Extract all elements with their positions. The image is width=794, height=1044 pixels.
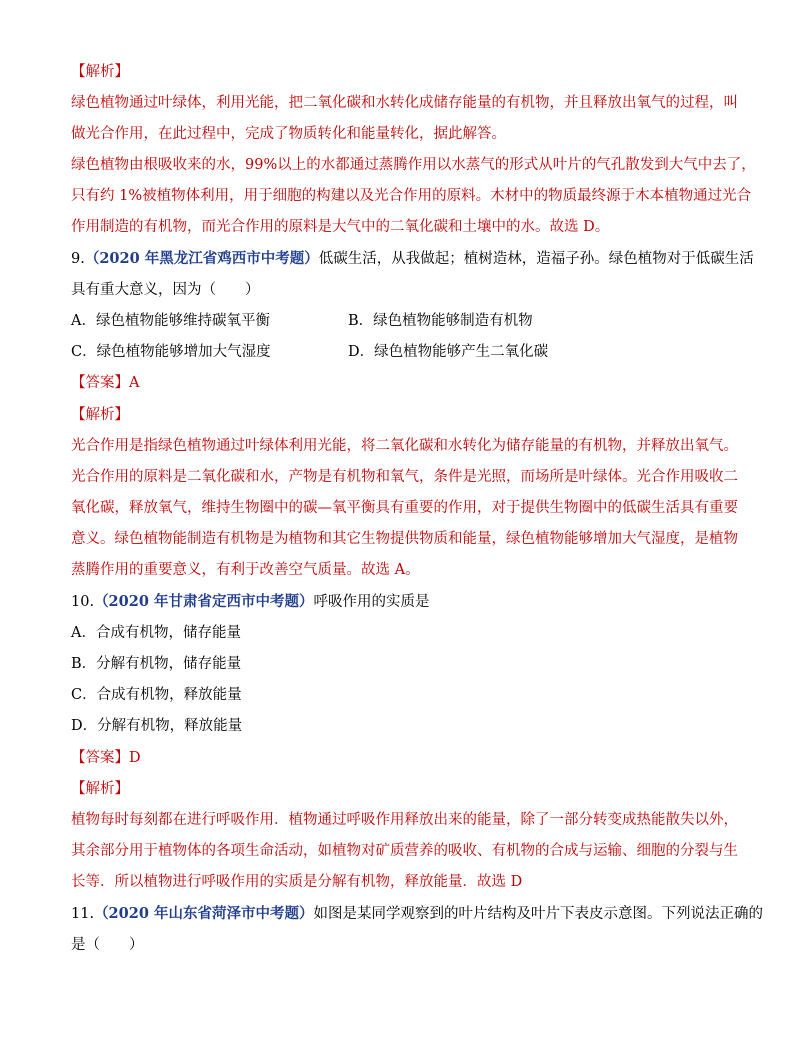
analysis-line: 氧化碳，释放氧气，维持生物圈中的碳—氧平衡具有重要的作用，对于提供生物圈中的低碳生活具有重要 — [71, 500, 738, 516]
option-a: A．合成有机物，储存能量 — [71, 625, 241, 641]
option-c: C．合成有机物，释放能量 — [71, 687, 242, 703]
question-9-stem — [71, 249, 754, 269]
analysis-line: 意义。绿色植物能制造有机物是为植物和其它生物提供物质和能量，绿色植物能够增加大气湿度，是植物 — [71, 531, 738, 547]
analysis-line: 绿色植物通过叶绿体，利用光能，把二氧化碳和水转化成储存能量的有机物，并且释放出氧气的过程，叫 — [71, 95, 738, 111]
question-text: 具有重大意义，因为（ ） — [71, 282, 260, 298]
answer-row — [71, 748, 141, 768]
question-source: （2020 年甘肃省定西市中考题） — [94, 593, 314, 610]
analysis-label: 【解析】 — [71, 407, 129, 423]
answer-row — [71, 373, 139, 393]
analysis-label: 【解析】 — [71, 64, 129, 80]
analysis-label: 【解析】 — [71, 781, 129, 797]
analysis-line: 其余部分用于植物体的各项生命活动，如植物对矿质营养的吸收、有机物的合成与运输、细胞的分裂与生 — [71, 843, 738, 859]
analysis-line: 长等．所以植物进行呼吸作用的实质是分解有机物，释放能量．故选 D — [71, 874, 523, 890]
question-text: 如图是某同学观察到的叶片结构及叶片下表皮示意图。下列说法正确的 — [313, 906, 763, 922]
question-source: （2020 年山东省菏泽市中考题） — [94, 905, 314, 922]
question-number: 10. — [71, 594, 95, 610]
question-number: 11. — [71, 906, 95, 922]
question-text: 呼吸作用的实质是 — [313, 594, 430, 610]
analysis-line: 绿色植物由根吸收来的水，99%以上的水都通过蒸腾作用以水蒸气的形式从叶片的气孔散发到大气中去了， — [71, 157, 756, 173]
question-11-stem — [71, 904, 763, 924]
question-10-stem — [71, 592, 429, 612]
analysis-line: 光合作用的原料是二氧化碳和水，产物是有机物和氧气，条件是光照，而场所是叶绿体。光合作用吸收二 — [71, 469, 738, 485]
question-source: （2020 年黑龙江省鸡西市中考题） — [84, 250, 319, 267]
option-b: B．绿色植物能够制造有机物 — [348, 313, 533, 329]
answer-label: 【答案】 — [71, 375, 129, 391]
option-c: C．绿色植物能够增加大气湿度 — [71, 344, 271, 360]
question-text: 是（ ） — [71, 937, 144, 953]
answer-label: 【答案】 — [71, 750, 129, 766]
option-a: A．绿色植物能够维持碳氧平衡 — [71, 313, 270, 329]
answer-value: A — [129, 375, 140, 391]
analysis-line: 做光合作用，在此过程中，完成了物质转化和能量转化，据此解答。 — [71, 126, 506, 142]
analysis-line: 只有约 1%被植物体利用，用于细胞的构建以及光合作用的原料。木材中的物质最终源于木本植物通过光合 — [71, 188, 752, 204]
analysis-line: 光合作用是指绿色植物通过叶绿体利用光能，将二氧化碳和水转化为储存能量的有机物，并释放出氧气。 — [71, 438, 738, 454]
question-text: 低碳生活，从我做起；植树造林，造福子孙。绿色植物对于低碳生活 — [318, 251, 754, 267]
option-d: D．分解有机物，释放能量 — [71, 718, 243, 734]
option-b: B．分解有机物，储存能量 — [71, 656, 242, 672]
analysis-line: 植物每时每刻都在进行呼吸作用．植物通过呼吸作用释放出来的能量，除了一部分转变成热能散失以外， — [71, 812, 738, 828]
analysis-line: 蒸腾作用的重要意义，有利于改善空气质量。故选 A。 — [71, 562, 420, 578]
answer-value: D — [129, 750, 141, 766]
question-number: 9. — [71, 251, 85, 267]
option-d: D．绿色植物能够产生二氧化碳 — [348, 344, 549, 360]
analysis-line: 作用制造的有机物，而光合作用的原料是大气中的二氧化碳和土壤中的水。故选 D。 — [71, 219, 610, 235]
